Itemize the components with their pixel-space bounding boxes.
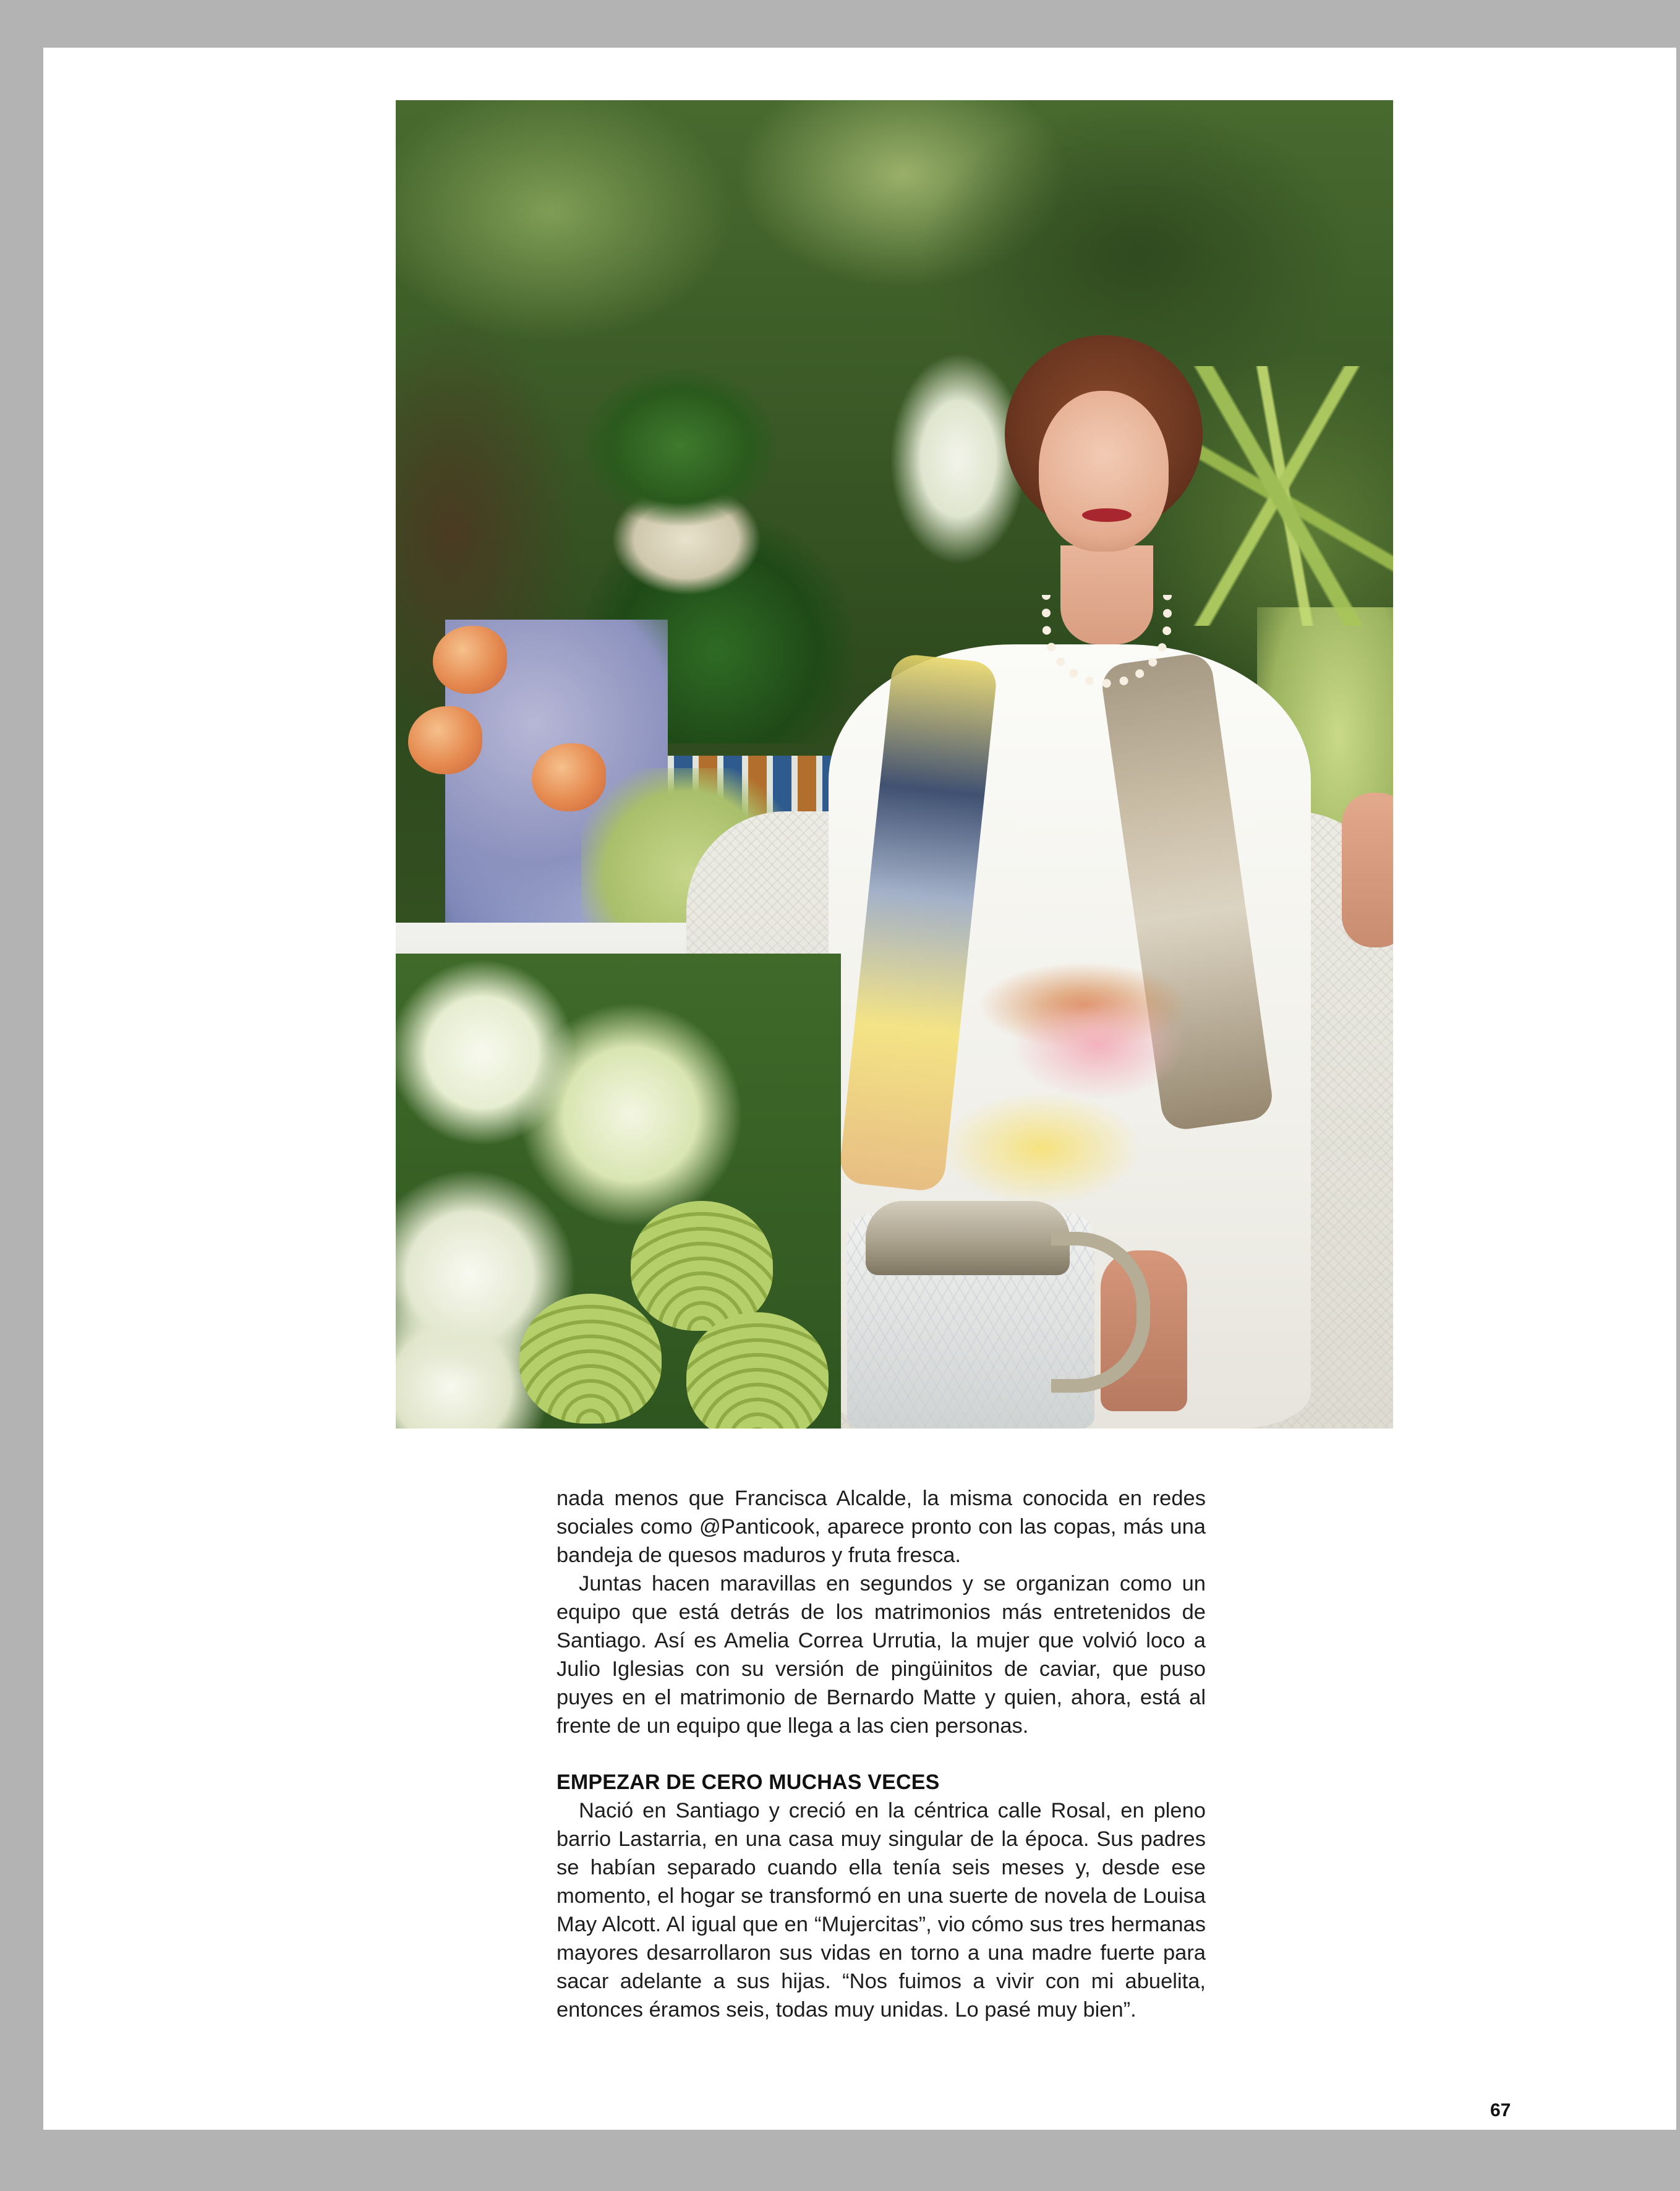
photo-ceramic-bird (433, 626, 507, 694)
page-number: 67 (1490, 2100, 1511, 2121)
photo-right-arm (1342, 793, 1393, 947)
photo-lips (1082, 508, 1132, 522)
article-body (556, 1484, 1206, 2024)
photo-ceramic-bird (408, 706, 482, 774)
photo-ceramic-bird (532, 743, 606, 811)
section-heading: EMPEZAR DE CERO MUCHAS VECES (556, 1770, 940, 1794)
photo-ceramic-artichoke (519, 1294, 662, 1424)
photo-scarf-print (927, 954, 1212, 1213)
photo-spiky-leaves (1175, 366, 1393, 626)
photo-face (1039, 391, 1169, 552)
article-paragraph: Nació en Santiago y creció en la céntrica calle Rosal, en pleno barrio Lastarria, en una casa muy singular de la época. Sus padres se habían separado cuando ella tenía seis meses y, desde ese momento, el hogar se transformó en una suerte de novela de Louisa May Alcott. Al igual que en “Mujercitas”, vio cómo sus tres hermanas mayores desarrollaron sus vidas en torno a una madre fuerte para sacar adelante a sus hijas. “Nos fuimos a vivir con mi abuelita, entonces éramos seis, todas muy unidas. Lo pasé muy bien”. (556, 1799, 1206, 2022)
photo-pitcher-lid (866, 1201, 1070, 1275)
article-paragraph: Juntas hacen maravillas en segundos y se organizan como un equipo que está detrás de los matrimonios más entretenidos de Santiago. Así es Amelia Correa Urrutia, la mujer que volvió loco a Julio Iglesias con su versión de pingüinitos de caviar, que puso puyes en el matrimonio de Bernardo Matte y quien, ahora, está al frente de un equipo que llega a las cien personas. (556, 1572, 1206, 1738)
photo-ceramic-artichoke (631, 1201, 773, 1331)
magazine-page (43, 48, 1676, 2130)
article-paragraph: nada menos que Francisca Alcalde, la misma conocida en redes sociales como @Panticook, aparece pronto con las copas, más una bandeja de quesos maduros y fruta fresca. (556, 1487, 1206, 1567)
portrait-photo (396, 100, 1393, 1429)
